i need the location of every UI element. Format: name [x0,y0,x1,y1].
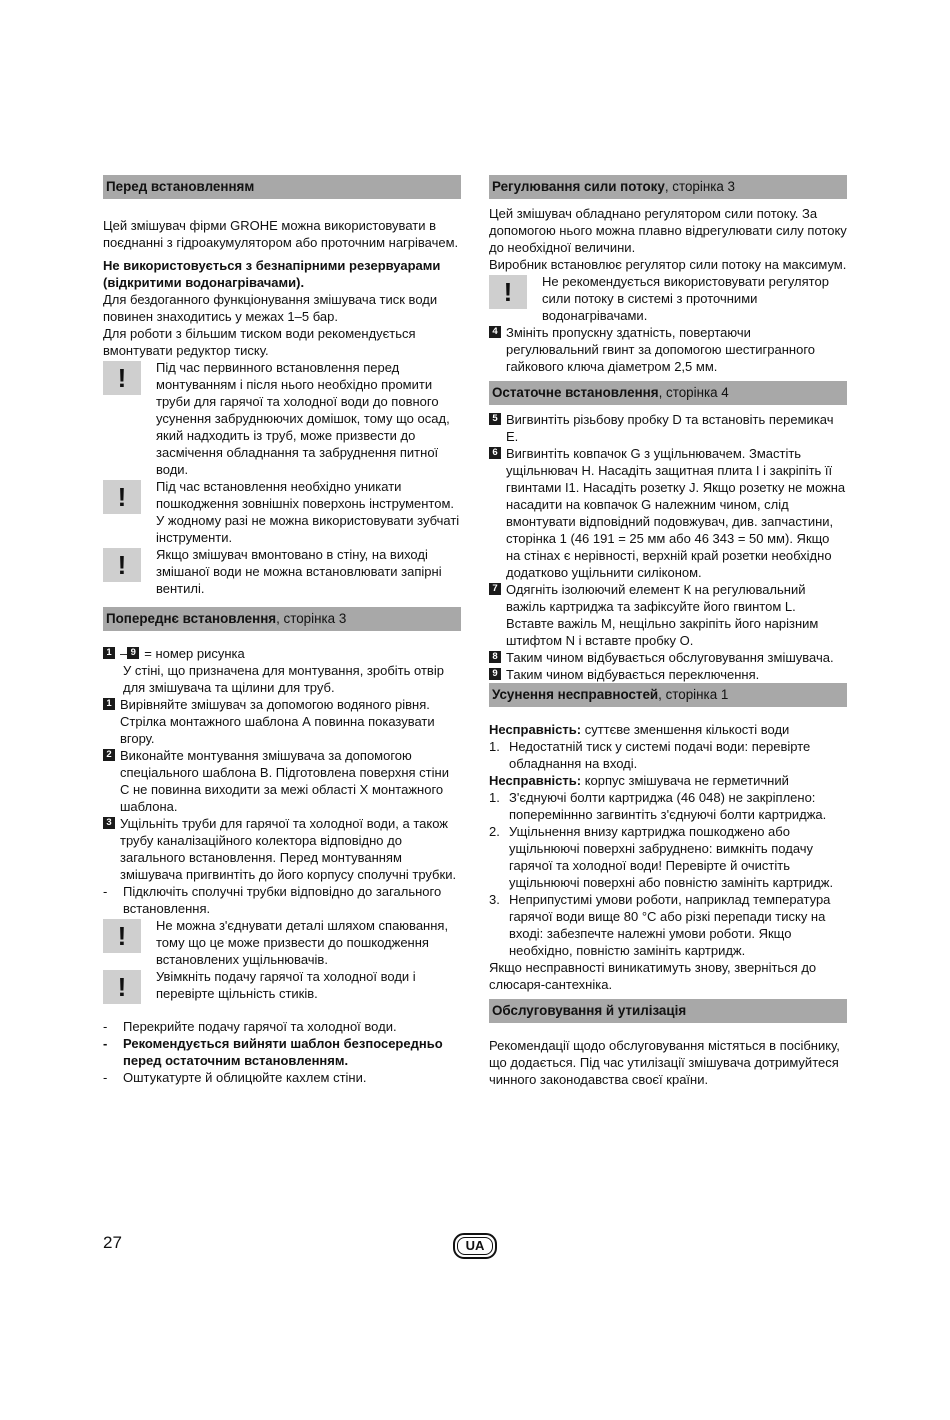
step-number: 2 [103,749,115,761]
section-header-before-installation: Перед встановленням [103,175,461,199]
warning-text: Під час первинного встановлення перед монтуванням і після нього необхідно промити труби для гарячої та холодної води до повного усунення забруднюючих домішок, тому що осад, який надходить із труб, може призвести до засмічення обладнання та забруднення питної води. [156,360,450,477]
section-header-pre-installation: Попереднє встановлення, сторінка 3 [103,607,461,631]
section-header-final-installation: Остаточне встановлення, сторінка 4 [489,381,847,405]
dash-item: - Підключіть сполучні трубки відповідно до загального встановлення. [103,884,442,916]
section-header-flow-regulation: Регулювання сили потоку, сторінка 3 [489,175,847,199]
page-number: 27 [103,1233,122,1252]
exclamation-icon: ! [103,480,141,514]
figure-number-badge: 1 [103,647,115,659]
step-text: Вигвинтіть ковпачок G з ущільнювачем. Змастіть ущільнювач Н. Насадіть защитная плита I і закріпіть її гвинтами I1. Насадіть розетку J. Якщо розетку не можна насадити на ковпачок G належним чином, слід вмонтувати відповідний подовжувач, див. запчастини, сторінка 1 (46 191 = 25 мм або 46 343 = 50 мм). Якщо на стінах є нерівності, верхній край розетки необхідно додатково ущільнити силіконом. [506,446,846,580]
dash-item: - Перекрийте подачу гарячої та холодної води. [103,1019,397,1034]
section-header-maintenance: Обслуговування й утилізація [489,999,847,1023]
step-item [489,411,847,445]
dash-item: - Оштукатурте й облицюйте кахлем стіни. [103,1070,367,1085]
step-text: Одягніть ізолюючий елемент К на регулювальний важіль картриджа та зафіксуйте його гвинтом L. Вставте важіль М, нещільно закріпіть його нарізним штифтом N і вставте пробку О. [506,582,819,648]
paragraph: У стіні, що призначена для монтування, зробіть отвір для змішувача та щілини для труб. [123,663,444,695]
fault-item: 2. Ущільнення внизу картриджа пошкоджено або ущільнюючі поверхні забруднено: вимкніть подачу гарячої та холодної води! Перевірте й очистіть ущільнюючі поверхні або повністю замініть картридж. [489,824,834,890]
paragraph: Цей змішувач фірми GROHE можна використовувати в поєднанні з гідроакумулятором або проточним нагрівачем. [103,218,459,250]
exclamation-icon: ! [489,275,527,309]
dash-item: - Рекомендується вийняти шаблон безпосередньо перед остаточним встановленням. [103,1036,443,1068]
exclamation-icon: ! [103,361,141,395]
warning-text: Не рекомендується використовувати регулятор сили потоку в системі з проточними водонагрівачами. [542,274,829,323]
paragraph: Виробник встановлює регулятор сили потоку на максимум. [489,257,847,272]
steps-list [489,411,847,683]
warning-text: Не можна з'єднувати деталі шляхом спаювання, тому що це може призвести до пошкодження встановлених ущільнювачів. [156,918,449,967]
step-item [489,649,847,666]
step-text: Виконайте монтування змішувача за допомогою спеціального шаблона В. Підготовлена поверхня стіни С не повинна виходити за межі області Х монтажного шаблона. [120,748,449,814]
step-text: Таким чином відбувається обслуговування змішувача. [506,650,834,665]
step-text: Змініть пропускну здатність, повертаючи регулювальний гвинт за допомогою шестигранного гайкового ключа діаметром 2,5 мм. [506,325,816,374]
warning-block [103,478,461,546]
step-text: Вигвинтіть різьбову пробку D та встановіть перемикач Е. [506,412,834,444]
legend-text: = номер рисунка [144,646,245,661]
figure-number-badge: 9 [127,647,139,659]
warning-text: Під час встановлення необхідно уникати пошкодження зовнішніх поверхонь інструментом. У жодному разі не можна використовувати зубчаті інструменти. [156,479,460,545]
fault-item: 1. З'єднуючі болти картриджа (46 048) не закріплено: попереміннно загвинтіть з'єднуючі болти картриджа. [489,790,827,822]
step-number: 4 [489,326,501,338]
step-number: 6 [489,447,501,459]
step-number: 1 [103,698,115,710]
step-number: 5 [489,413,501,425]
warning-text: Увімкніть подачу гарячої та холодної води і перевірте щільність стиків. [156,969,416,1001]
paragraph: Для бездоганного функціонування змішувача тиск води повинен знаходитись у межах 1–5 бар. [103,292,438,324]
steps-list [103,696,461,883]
fault-line: Несправність: корпус змішувача не герметичний [489,773,789,788]
left-column [103,175,461,1086]
exclamation-icon: ! [103,970,141,1004]
paragraph: Рекомендації щодо обслуговування містяться в посібнику, що додається. Під час утилізації змішувача дотримуйтеся чинного законодавства своєї країни. [489,1038,840,1087]
legend-row: 1 – 9 = номер рисунка [103,645,461,662]
step-number: 8 [489,651,501,663]
exclamation-icon: ! [103,548,141,582]
fault-item: 3. Неприпустимі умови роботи, наприклад температура гарячої води вище 80 °C або різкі перепади тиску на вході: забезпечте належні умови роботи. Якщо необхідно, повністю замініть картридж. [489,892,831,958]
exclamation-icon: ! [103,919,141,953]
warning-block [103,968,461,1004]
paragraph: Якщо несправності виникатимуть знову, зверніться до слюсаря-сантехніка. [489,960,817,992]
step-number: 9 [489,668,501,680]
step-text: Таким чином відбувається переключення. [506,667,760,682]
step-item [103,815,461,883]
step-item [489,445,847,581]
fault-item: 1. Недостатній тиск у системі подачі води: перевірте обладнання на вході. [489,739,811,771]
bold-note: Не використовується з безнапірними резервуарами (відкритими водонагрівачами). [103,258,441,290]
fault-line: Несправність: суттєве зменшення кількості води [489,722,790,737]
step-text: Вирівняйте змішувач за допомогою водяного рівня. Стрілка монтажного шаблона А повинна показувати вгору. [120,697,435,746]
step-number: 7 [489,583,501,595]
language-code: UA [457,1237,493,1255]
warning-block [103,546,461,597]
section-header-troubleshooting: Усунення несправностей, сторінка 1 [489,683,847,707]
warning-block [103,917,461,968]
step-item [489,666,847,683]
step-number: 3 [103,817,115,829]
language-badge [453,1233,497,1259]
paragraph: Для роботи з більшим тиском води рекомендується вмонтувати редуктор тиску. [103,326,416,358]
warning-block [489,273,847,324]
paragraph: Цей змішувач обладнано регулятором сили потоку. За допомогою нього можна плавно відрегулювати силу потоку до необхідної величини. [489,206,847,255]
warning-block [103,359,461,478]
right-column [489,175,847,1088]
step-item [103,747,461,815]
step-item [103,696,461,747]
step-text: Ущільніть труби для гарячої та холодної води, а також трубу каналізаційного колектора відповідно до загального встановлення. Перед монтуванням змішувача пригвинтіть до його корпусу сполучні трубки. [120,816,457,882]
step-item [489,324,847,375]
step-item [489,581,847,649]
warning-text: Якщо змішувач вмонтовано в стіну, на виході змішаної води не можна встановлювати запірні вентилі. [156,547,442,596]
